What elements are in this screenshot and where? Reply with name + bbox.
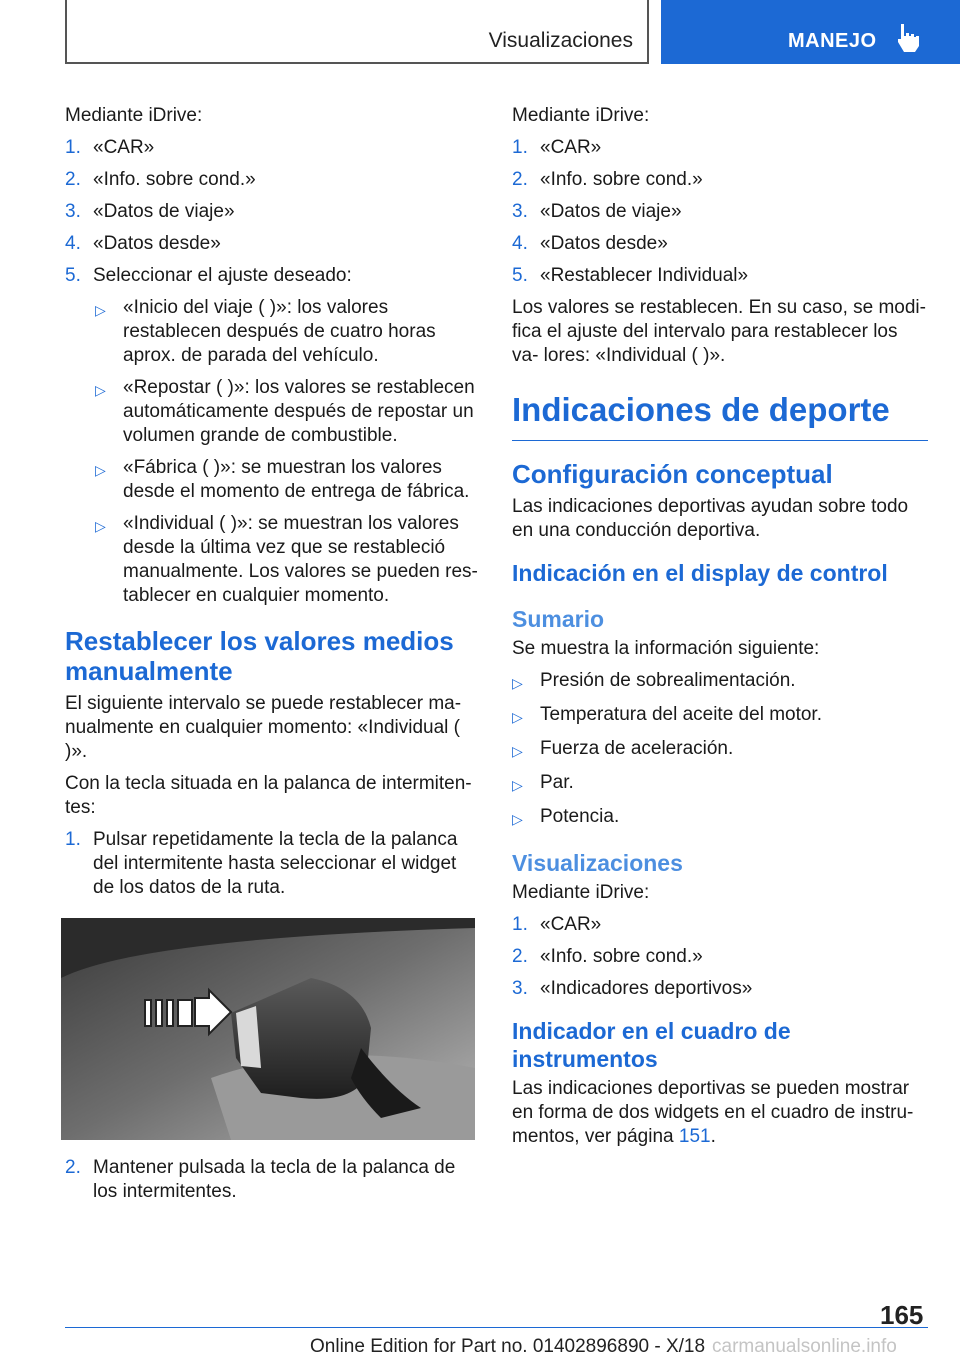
- bullet-item: ▷ «Inicio del viaje ( )»: los valores restablecen después de cuatro horas aprox. de parada del vehículo.: [95, 297, 436, 366]
- intro-text: Mediante iDrive:: [512, 882, 650, 903]
- bullet-item: ▷ «Individual ( )»: se muestran los valores desde la última vez que se restableció manualmente. Los valores se pueden res‐ tablecer en cualquier momento.: [95, 513, 478, 606]
- section-heading: Configuración conceptual: [512, 459, 833, 489]
- bullet-item: ▷ Fuerza de aceleración.: [512, 737, 928, 763]
- paragraph: Se muestra la información siguiente:: [512, 638, 820, 659]
- triangle-bullet-icon: ▷: [95, 382, 106, 398]
- minor-heading: Sumario: [512, 606, 605, 632]
- paragraph: Con la tecla situada en la palanca de intermiten‐ tes:: [65, 773, 472, 818]
- triangle-bullet-icon: ▷: [95, 518, 106, 534]
- hand-pointer-icon: [895, 22, 921, 54]
- footer-rule: [65, 1327, 928, 1328]
- list-item: 1. «CAR»: [65, 137, 155, 158]
- list-item: 4. «Datos desde»: [65, 233, 221, 254]
- list-item: 1. «CAR»: [512, 137, 602, 158]
- triangle-bullet-icon: ▷: [512, 675, 523, 691]
- list-item: 4. «Datos desde»: [512, 233, 668, 254]
- bullet-item: ▷ «Repostar ( )»: los valores se restablecen automáticamente después de repostar un volumen grande de combustible.: [95, 377, 475, 446]
- header-section-label: Visualizaciones: [488, 29, 633, 52]
- list-item: 5. «Restablecer Individual»: [512, 265, 749, 286]
- section-heading: Restablecer los valores medios manualmente: [65, 626, 454, 686]
- list-item: 2. «Info. sobre cond.»: [512, 946, 703, 967]
- paragraph: Las indicaciones deportivas ayudan sobre todo en una conducción deportiva.: [512, 496, 909, 541]
- heading-rule: [512, 440, 928, 441]
- header-chapter-label: MANEJO: [788, 30, 877, 52]
- paragraph: Los valores se restablecen. En su caso, se modi‐ fica el ajuste del intervalo para restablecer los va‐ lores: «Individual ( )».: [512, 297, 926, 366]
- triangle-bullet-icon: ▷: [95, 302, 106, 318]
- page-number: 165: [880, 1300, 924, 1330]
- header-section-tab: [65, 0, 649, 64]
- list-item: 3. «Datos de viaje»: [512, 201, 682, 222]
- bullet-item: ▷ Par.: [512, 771, 928, 797]
- bullet-item: ▷ Presión de sobrealimentación.: [512, 669, 928, 695]
- paragraph: Las indicaciones deportivas se pueden mostrar en forma de dos widgets en el cuadro de instru‐ mentos, ver página 151.: [512, 1078, 914, 1147]
- watermark-text: carmanualsonline.info: [712, 1336, 897, 1357]
- minor-heading: Visualizaciones: [512, 850, 683, 876]
- triangle-bullet-icon: ▷: [95, 462, 106, 478]
- intro-text: Mediante iDrive:: [512, 105, 650, 126]
- turn-signal-lever-photo: [61, 918, 475, 1140]
- intro-text: Mediante iDrive:: [65, 105, 203, 126]
- list-item: 1. Pulsar repetidamente la tecla de la palanca del intermitente hasta seleccionar el widget de los datos de la ruta.: [65, 829, 458, 898]
- left-column: [65, 104, 479, 1212]
- bullet-item: ▷ Temperatura del aceite del motor.: [512, 703, 928, 729]
- list-item: 2. «Info. sobre cond.»: [65, 169, 256, 190]
- list-item: 5. Seleccionar el ajuste deseado:: [65, 265, 352, 286]
- list-item: 2. «Info. sobre cond.»: [512, 169, 703, 190]
- bullet-item: ▷ Potencia.: [512, 805, 928, 831]
- edition-text: Online Edition for Part no. 01402896890 - X/18: [310, 1336, 706, 1357]
- list-item: 3. «Datos de viaje»: [65, 201, 235, 222]
- triangle-bullet-icon: ▷: [512, 811, 523, 827]
- list-item: 1. «CAR»: [512, 914, 602, 935]
- triangle-bullet-icon: ▷: [512, 709, 523, 725]
- triangle-bullet-icon: ▷: [512, 743, 523, 759]
- right-column: [512, 104, 928, 1157]
- bullet-item: ▷ «Fábrica ( )»: se muestran los valores desde el momento de entrega de fábrica.: [95, 457, 470, 502]
- page-reference-link[interactable]: 151: [678, 1126, 711, 1147]
- header-chapter-tab[interactable]: [661, 0, 960, 64]
- list-item: 3. «Indicadores deportivos»: [512, 978, 753, 999]
- list-item: 2. Mantener pulsada la tecla de la palanca de los intermitentes.: [65, 1157, 456, 1202]
- subsection-heading: Indicación en el display de control: [512, 560, 888, 586]
- triangle-bullet-icon: ▷: [512, 777, 523, 793]
- chapter-heading: Indicaciones de deporte: [512, 391, 890, 428]
- subsection-heading: Indicador en el cuadro de instrumentos: [512, 1018, 791, 1072]
- paragraph: El siguiente intervalo se puede restablecer ma‐ nualmente en cualquier momento: «Individual ( )».: [65, 693, 462, 762]
